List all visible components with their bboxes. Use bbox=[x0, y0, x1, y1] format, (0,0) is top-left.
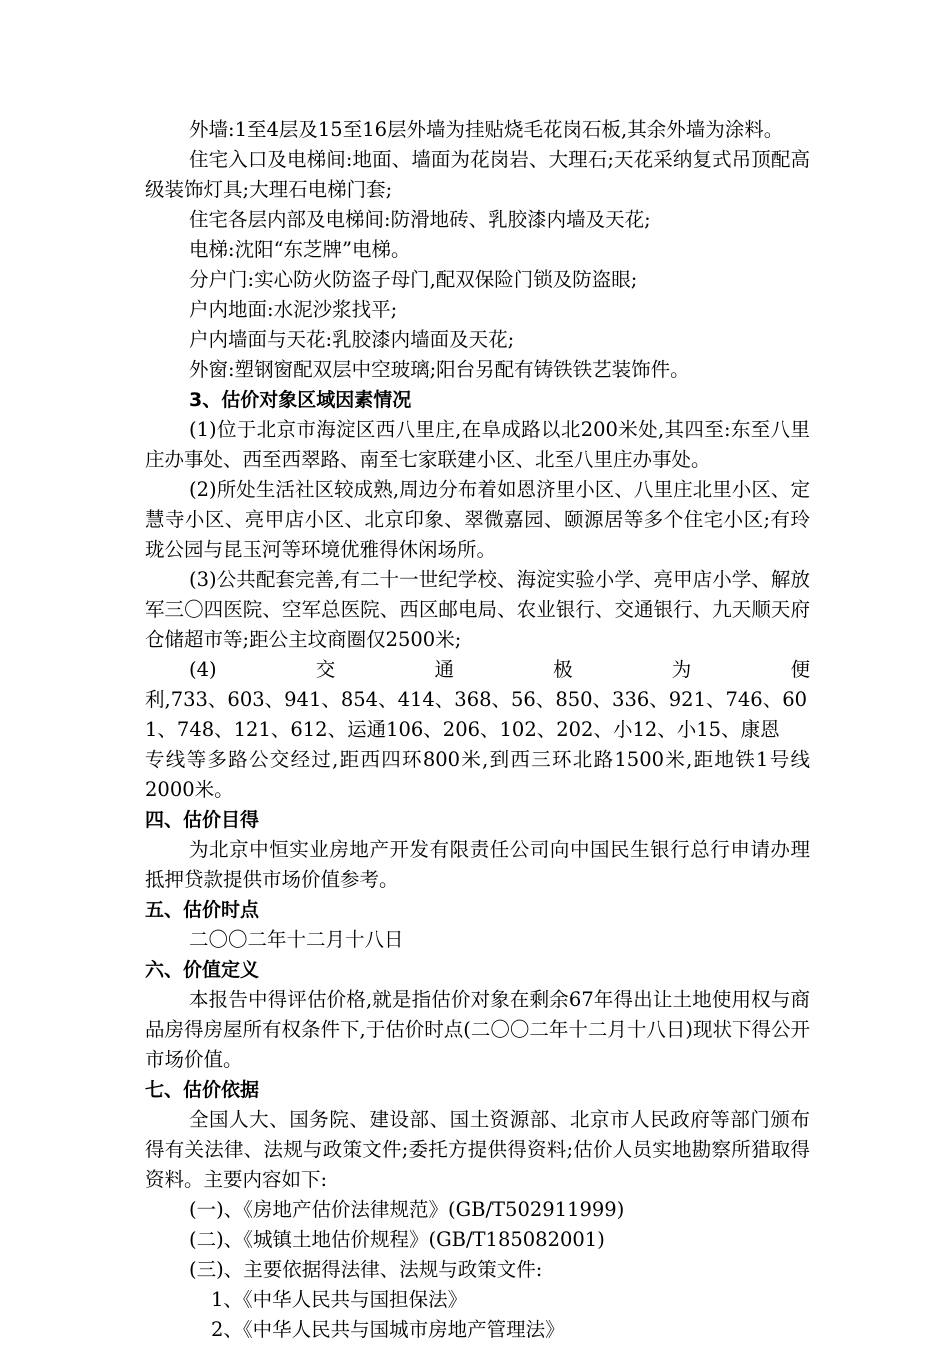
traffic-word: 极 bbox=[553, 658, 573, 681]
basis-item-3: (三)、主要依据得法律、法规与政策文件: bbox=[189, 1258, 543, 1281]
paragraph-window: 外窗:塑钢窗配双层中空玻璃;阳台另配有铸铁铁艺装饰件。 bbox=[189, 358, 690, 381]
traffic-word: 通 bbox=[434, 658, 454, 681]
traffic-word: (4) bbox=[189, 658, 217, 681]
law-item-2: 2、《中华人民共与国城市房地产管理法》 bbox=[211, 1318, 565, 1341]
paragraph-valuation-basis: 全国人大、国务院、建设部、国土资源部、北京市人民政府等部门颁布得有关法律、法规与政策文件;委托方提供得资料;估价人员实地勘察所猎取得资料。主要内容如下: bbox=[145, 1108, 810, 1191]
heading-valuation-purpose: 四、估价目得 bbox=[145, 809, 260, 831]
paragraph-region-traffic-line-3: 1、748、121、612、运通106、206、102、202、小12、小15、康恩 bbox=[145, 718, 780, 741]
traffic-word: 交 bbox=[315, 658, 336, 681]
paragraph-region-traffic-line-2: 利,733、603、941、854、414、368、56、850、336、921、746、60 bbox=[145, 688, 808, 711]
paragraph-exterior-wall: 外墙:1至4层及15至16层外墙为挂贴烧毛花岗石板,其余外墙为涂料。 bbox=[189, 118, 784, 141]
paragraph-region-traffic-first-line bbox=[145, 655, 810, 685]
paragraph-region-traffic-rest: 专线等多路公交经过,距西四环800米,到西三环北路1500米,距地铁1号线2000米。 bbox=[145, 748, 810, 801]
paragraph-region-location: (1)位于北京市海淀区西八里庄,在阜成路以北200米处,其四至:东至八里庄办事处、西至西翠路、南至七家联建小区、北至八里庄办事处。 bbox=[145, 418, 810, 471]
traffic-word: 便 bbox=[790, 658, 810, 681]
paragraph-valuation-time: 二〇〇二年十二月十八日 bbox=[189, 928, 404, 951]
law-item-1: 1、《中华人民共与国担保法》 bbox=[211, 1288, 468, 1311]
paragraph-entrance: 住宅入口及电梯间:地面、墙面为花岗岩、大理石;天花采纳复式吊顶配高级装饰灯具;大理石电梯门套; bbox=[145, 148, 810, 201]
basis-item-2: (二)、《城镇土地估价规程》(GB/T185082001) bbox=[189, 1228, 605, 1251]
basis-item-1: (一)、《房地产估价法律规范》(GB/T502911999) bbox=[189, 1198, 625, 1221]
paragraph-valuation-purpose: 为北京中恒实业房地产开发有限责任公司向中国民生银行总行申请办理抵押贷款提供市场价值参考。 bbox=[145, 838, 810, 891]
paragraph-elevator: 电梯:沈阳“东芝牌”电梯。 bbox=[189, 238, 411, 261]
document-body bbox=[145, 115, 810, 1345]
paragraph-door: 分户门:实心防火防盗子母门,配双保险门锁及防盗眼; bbox=[189, 268, 638, 291]
paragraph-indoor-wall: 户内墙面与天花:乳胶漆内墙面及天花; bbox=[189, 328, 515, 351]
traffic-word: 为 bbox=[671, 658, 692, 681]
heading-value-definition: 六、价值定义 bbox=[145, 959, 260, 981]
paragraph-region-community: (2)所处生活社区较成熟,周边分布着如恩济里小区、八里庄北里小区、定慧寺小区、亮甲店小区、北京印象、翠微嘉园、颐源居等多个住宅小区;有玲珑公园与昆玉河等环境优雅得休闲场所。 bbox=[145, 478, 810, 561]
paragraph-floor-interior: 住宅各层内部及电梯间:防滑地砖、乳胶漆内墙及天花; bbox=[189, 208, 651, 231]
heading-valuation-time: 五、估价时点 bbox=[145, 899, 260, 921]
heading-valuation-basis: 七、估价依据 bbox=[145, 1079, 260, 1101]
paragraph-indoor-floor: 户内地面:水泥沙浆找平; bbox=[189, 298, 398, 321]
paragraph-region-facilities: (3)公共配套完善,有二十一世纪学校、海淀实验小学、亮甲店小学、解放军三〇四医院、空军总医院、西区邮电局、农业银行、交通银行、九天顺天府仓储超市等;距公主坟商圈仅2500米; bbox=[145, 568, 810, 651]
paragraph-value-definition: 本报告中得评估价格,就是指估价对象在剩余67年得出让土地使用权与商品房得房屋所有权条件下,于估价时点(二〇〇二年十二月十八日)现状下得公开市场价值。 bbox=[145, 988, 810, 1071]
heading-region-factors: 3、估价对象区域因素情况 bbox=[189, 389, 412, 411]
